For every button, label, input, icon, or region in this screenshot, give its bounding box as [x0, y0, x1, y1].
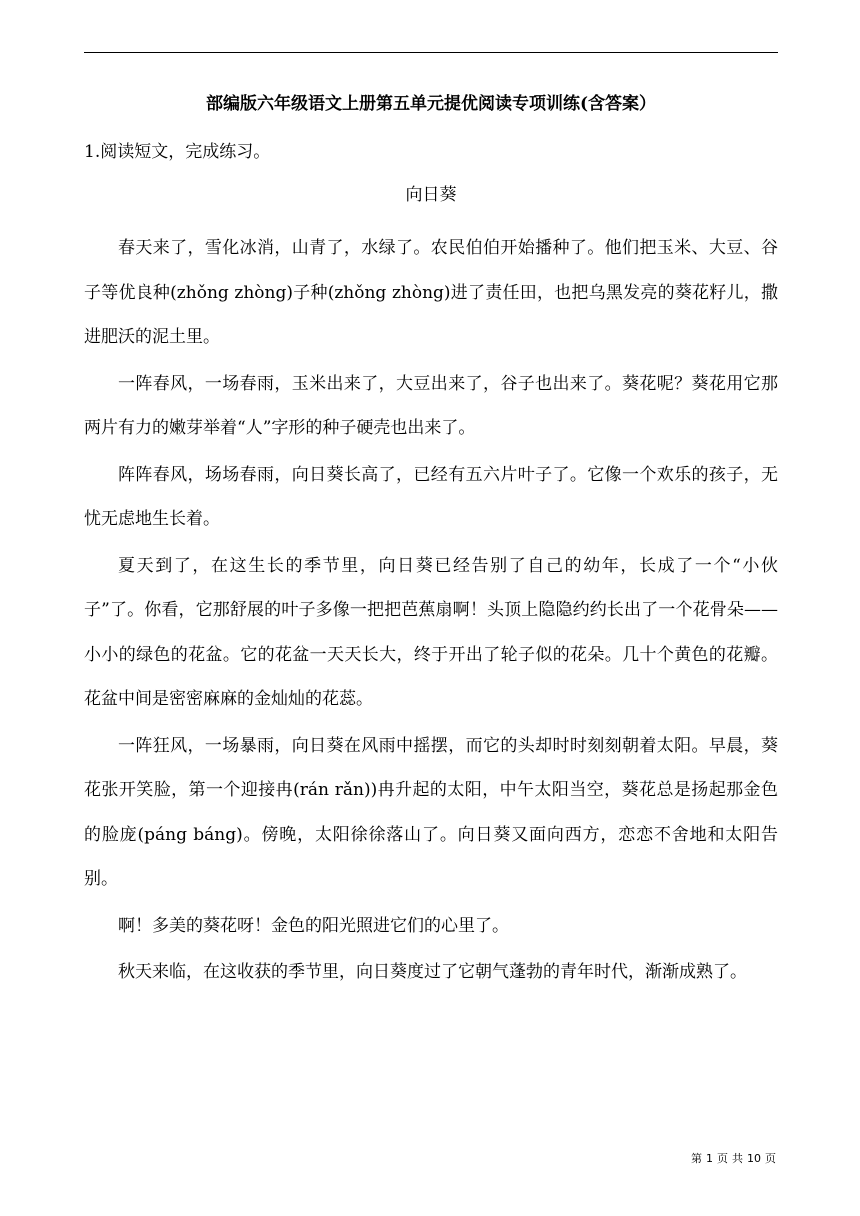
document-title: 部编版六年级语文上册第五单元提优阅读专项训练(含答案） — [205, 94, 657, 114]
paragraph: 一阵狂风，一场暴雨，向日葵在风雨中摇摆，而它的头却时时刻刻朝着太阳。早晨，葵花张开笑脸，第一个迎接冉(rán rǎn))冉升起的太阳，中午太阳当空，葵花总是扬起那金色的脸庞(páng báng)。傍晚，太阳徐徐落山了。向日葵又面向西方，恋恋不舍地和太阳告别。 — [84, 735, 778, 889]
total-unit: 页 — [765, 1152, 776, 1165]
question-label: 1.阅读短文，完成练习。 — [84, 142, 271, 162]
passage-body — [84, 226, 778, 997]
total-pages: 10 — [747, 1152, 761, 1165]
paragraph: 一阵春风，一场春雨，玉米出来了，大豆出来了，谷子也出来了。葵花呢？葵花用它那两片有力的嫩芽举着“人”字形的种子硬壳也出来了。 — [84, 373, 778, 438]
paragraph: 啊！多美的葵花呀！金色的阳光照进它们的心里了。 — [118, 915, 509, 936]
page-prefix: 第 — [691, 1152, 702, 1165]
paragraph: 秋天来临，在这收获的季节里，向日葵度过了它朝气蓬勃的青年时代，渐渐成熟了。 — [118, 962, 747, 982]
paragraph: 阵阵春风，场场春雨，向日葵长高了，已经有五六片叶子了。它像一个欢乐的孩子，无忧无虑地生长着。 — [84, 464, 778, 529]
header-rule — [84, 52, 778, 53]
page-footer — [84, 1150, 778, 1166]
paragraph: 夏天到了，在这生长的季节里，向日葵已经告别了自己的幼年，长成了一个“小伙子”了。你看，它那舒展的叶子多像一把把芭蕉扇啊！头顶上隐隐约约长出了一个花骨朵——小小的绿色的花盆。它的花盆一天天长大，终于开出了轮子似的花朵。几十个黄色的花瓣。花盆中间是密密麻麻的金灿灿的花蕊。 — [84, 555, 778, 709]
paragraph: 春天来了，雪化冰消，山青了，水绿了。农民伯伯开始播种了。他们把玉米、大豆、谷子等优良种(zhǒng zhòng)子种(zhǒng zhòng)进了责任田，也把乌黑发亮的葵花籽儿，撒进肥沃的泥土里。 — [84, 238, 778, 347]
page-number: 1 — [706, 1152, 713, 1165]
total-prefix: 共 — [732, 1152, 743, 1165]
page-unit: 页 — [717, 1152, 728, 1165]
passage-title: 向日葵 — [405, 185, 457, 205]
